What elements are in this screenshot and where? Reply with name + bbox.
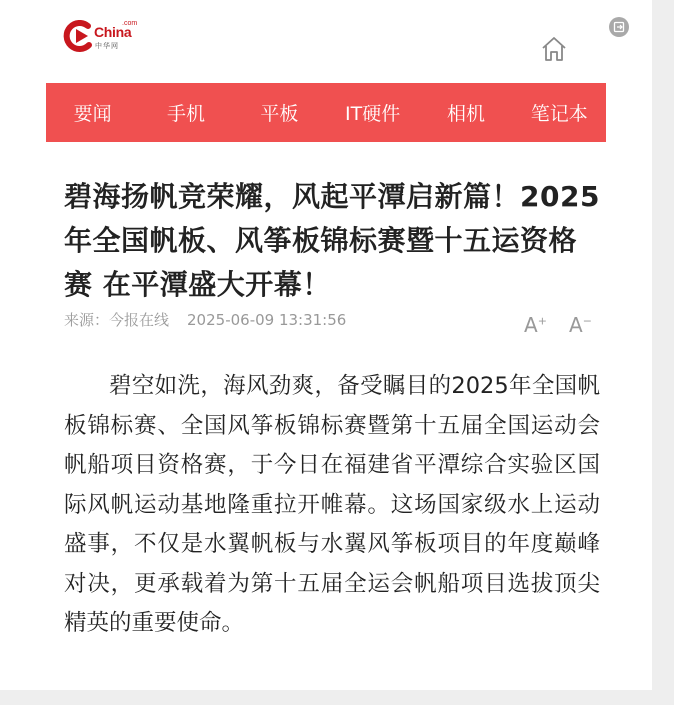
logo-text: China: [94, 24, 132, 40]
nav-item-phone[interactable]: 手机: [166, 103, 205, 125]
article-datetime: 2025-06-09 13:31:56: [187, 311, 347, 329]
nav-item-camera[interactable]: 相机: [446, 103, 485, 125]
article-body: 碧空如洗，海风劲爽，备受瞩目的2025年全国帆板锦标赛、全国风筝板锦标赛暨第十五届全国运动会帆船项目资格赛，于今日在福建省平潭综合实验区国际风帆运动基地隆重拉开帷幕。这场国家级水上运动盛事，不仅是水翼帆板与水翼风筝板项目的年度巅峰对决，更承载着为第十五届全运会帆船项目选拔顶尖精英的重要使命。: [64, 373, 600, 636]
font-decrease-label: A: [569, 313, 583, 337]
minus-icon: −: [582, 314, 592, 328]
nav-item-news[interactable]: 要闻: [73, 103, 112, 125]
font-increase-button[interactable]: [524, 313, 547, 337]
china-com-logo[interactable]: [62, 20, 142, 52]
article-meta: [64, 309, 346, 330]
channel-nav: [46, 83, 606, 142]
nav-item-tablet[interactable]: 平板: [260, 103, 299, 125]
article-source: 来源：今报在线: [64, 311, 170, 329]
font-increase-label: A: [524, 313, 538, 337]
exit-icon[interactable]: [609, 17, 629, 37]
logo-subtitle: 中华网: [95, 42, 119, 50]
nav-item-it-hardware[interactable]: IT硬件: [345, 103, 401, 125]
article-title: 碧海扬帆竞荣耀，风起平潭启新篇！2025年全国帆板、风筝板锦标赛暨十五运资格赛 在平潭盛大开幕！: [64, 180, 600, 301]
logo-com-text: .com: [122, 20, 138, 27]
logo-mark-icon: [62, 20, 96, 52]
nav-item-laptop[interactable]: 笔记本: [530, 103, 588, 125]
home-icon[interactable]: [540, 35, 568, 63]
plus-icon: +: [537, 314, 547, 328]
font-decrease-button[interactable]: [569, 313, 592, 337]
